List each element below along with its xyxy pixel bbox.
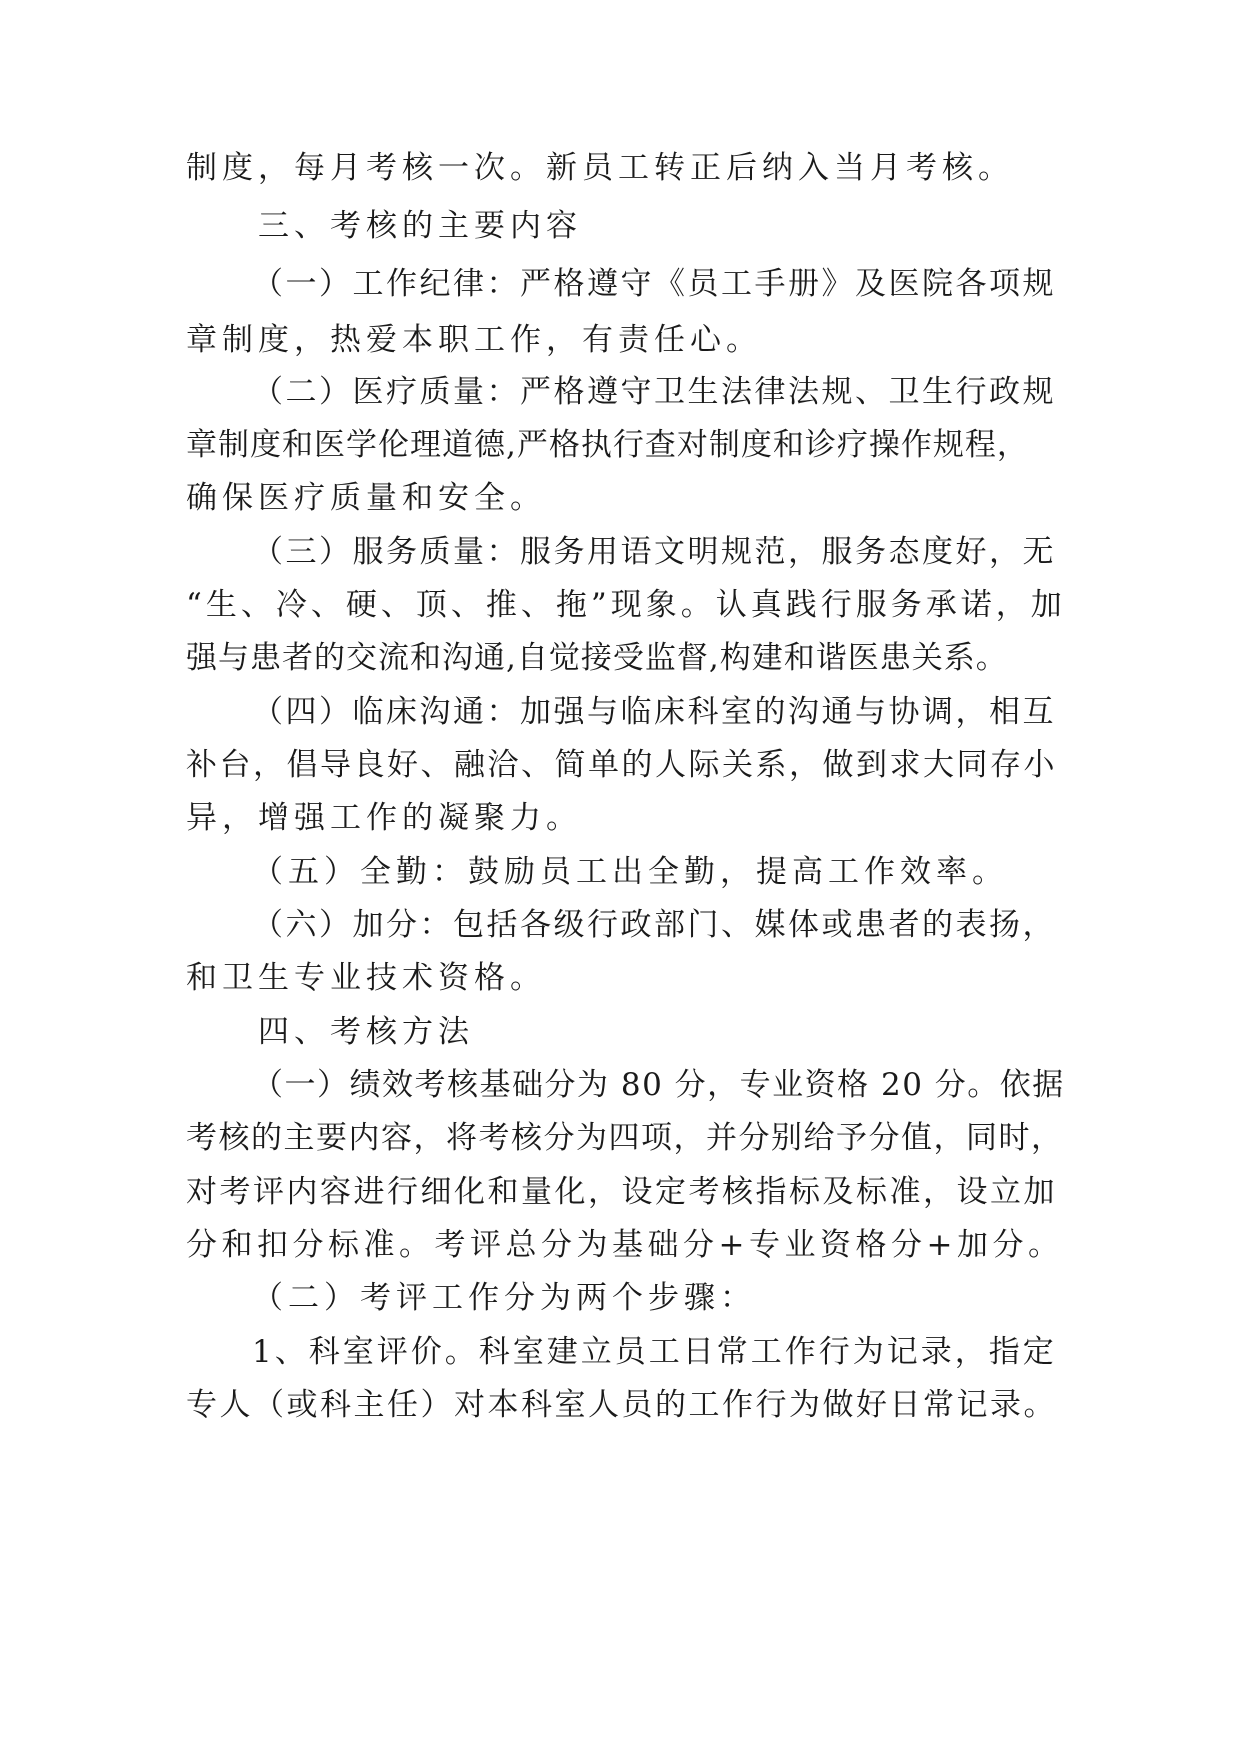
section-heading: 三、考核的主要内容	[258, 208, 582, 244]
paragraph-line: （六）加分：包括各级行政部门、媒体或患者的表扬，	[252, 907, 1056, 943]
paragraph-line: 考核的主要内容，将考核分为四项，并分别给予分值，同时，	[186, 1120, 1064, 1156]
paragraph-line: （二）医疗质量：严格遵守卫生法律法规、卫生行政规	[252, 374, 1056, 410]
paragraph-line: （三）服务质量：服务用语文明规范，服务态度好，无	[252, 534, 1056, 570]
paragraph-line: 确保医疗质量和安全。	[186, 480, 546, 516]
paragraph-line: （二）考评工作分为两个步骤：	[252, 1280, 756, 1316]
paragraph-line: （五）全勤：鼓励员工出全勤，提高工作效率。	[252, 854, 1008, 890]
paragraph-line: （四）临床沟通：加强与临床科室的沟通与协调，相互	[252, 694, 1056, 730]
paragraph-line: 分和扣分标准。考评总分为基础分+专业资格分+加分。	[186, 1227, 1064, 1263]
paragraph-line: 对考评内容进行细化和量化，设定考核指标及标准，设立加	[186, 1174, 1057, 1210]
paragraph-line: 强与患者的交流和沟通,自觉接受监督,构建和谐医患关系。	[186, 640, 1008, 676]
paragraph-line: 1、科室评价。科室建立员工日常工作行为记录，指定	[252, 1334, 1057, 1370]
paragraph-line: 制度，每月考核一次。新员工转正后纳入当月考核。	[186, 150, 1014, 186]
paragraph-line: 章制度，热爱本职工作，有责任心。	[186, 322, 762, 358]
section-heading: 四、考核方法	[258, 1014, 474, 1050]
paragraph-line: “生、冷、硬、顶、推、拖”现象。认真践行服务承诺，加	[186, 587, 1066, 623]
paragraph-line: 异，增强工作的凝聚力。	[186, 800, 582, 836]
paragraph-line: 章制度和医学伦理道德,严格执行查对制度和诊疗操作规程，	[186, 427, 1029, 463]
paragraph-line: （一）绩效考核基础分为 80 分，专业资格 20 分。依据	[252, 1067, 1065, 1103]
paragraph-line: （一）工作纪律：严格遵守《员工手册》及医院各项规	[252, 266, 1056, 302]
paragraph-line: 和卫生专业技术资格。	[186, 960, 546, 996]
paragraph-line: 补台，倡导良好、融洽、简单的人际关系，做到求大同存小	[186, 747, 1057, 783]
paragraph-line: 专人（或科主任）对本科室人员的工作行为做好日常记录。	[186, 1387, 1057, 1423]
